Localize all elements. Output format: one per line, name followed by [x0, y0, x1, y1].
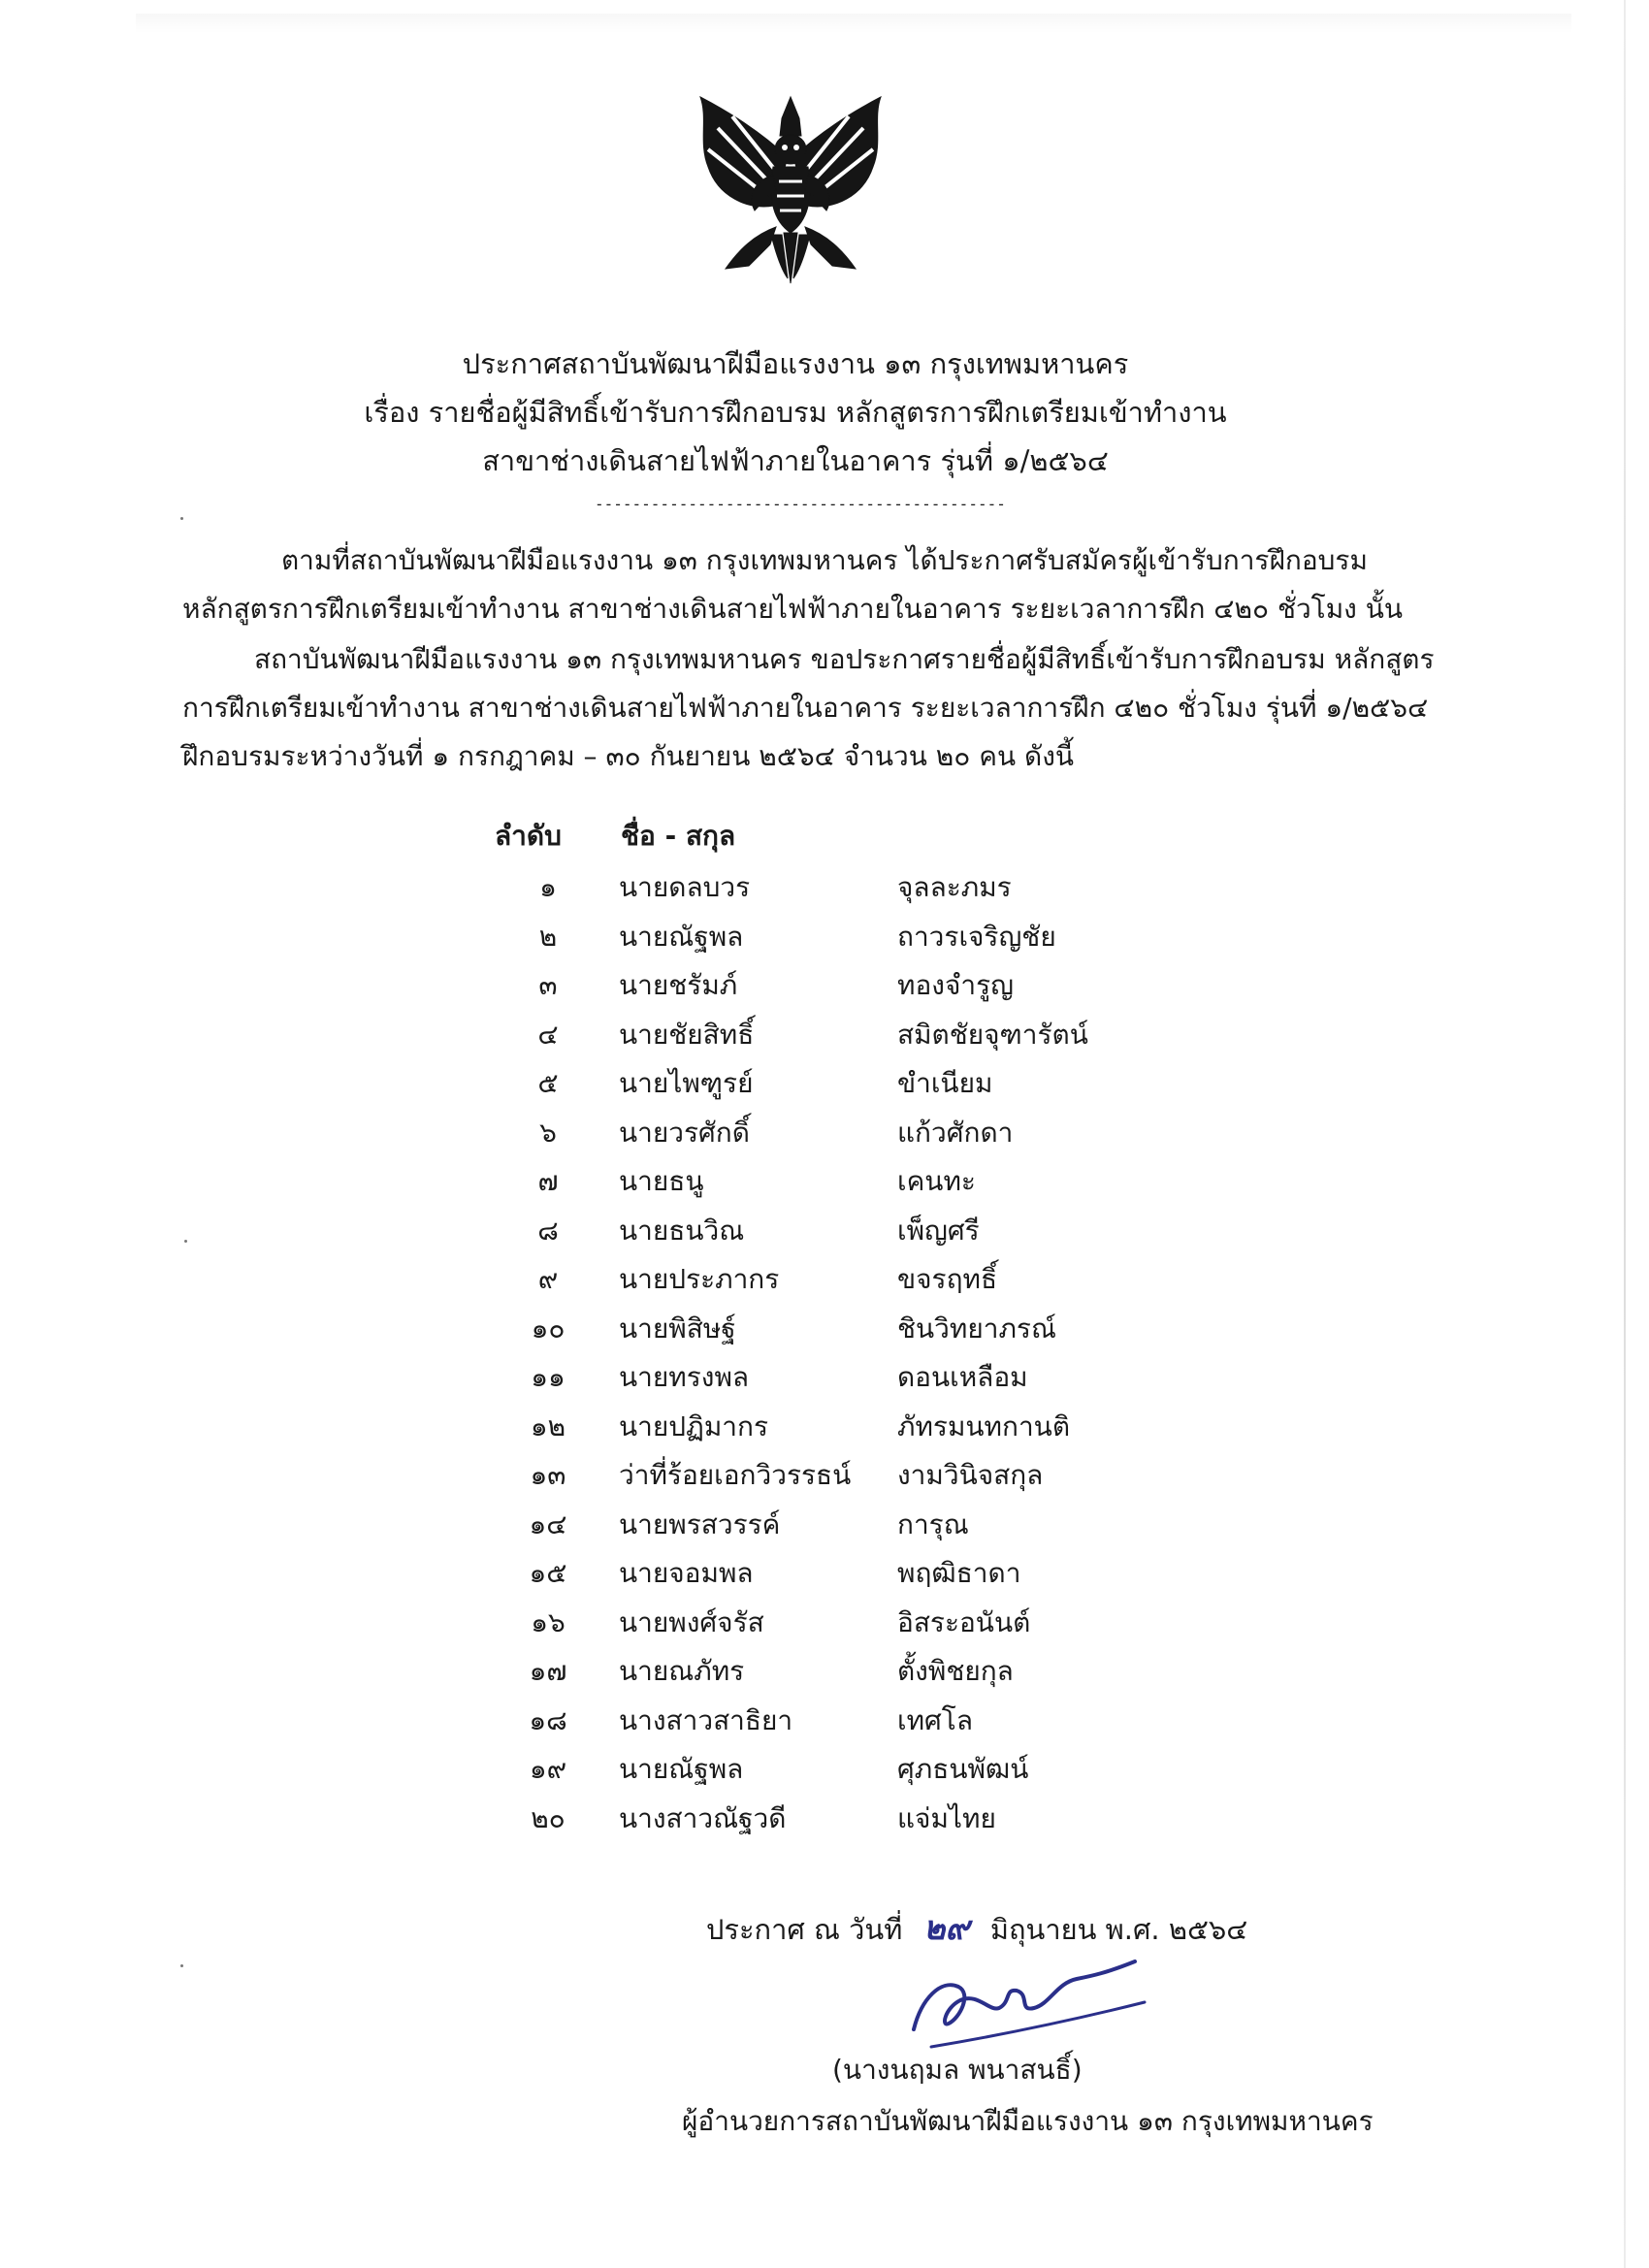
- row-number: ๑๓: [530, 1459, 566, 1491]
- row-last-name: เทศโล: [897, 1703, 973, 1736]
- row-last-name: การุณ: [897, 1507, 969, 1540]
- scan-speck: [180, 517, 183, 520]
- row-number: ๑๑: [531, 1361, 566, 1393]
- list-item: [0, 1353, 1649, 1403]
- list-item: [0, 1697, 1649, 1746]
- row-number: ๑: [539, 871, 557, 903]
- row-first-name: นายณภัทร: [619, 1655, 745, 1687]
- row-last-name: ขำเนียม: [897, 1067, 993, 1099]
- list-item: [0, 1157, 1649, 1207]
- scan-speck: [184, 1240, 187, 1243]
- list-item: [0, 863, 1649, 913]
- list-item: [0, 1059, 1649, 1109]
- row-first-name: นายพงศ์จรัส: [619, 1605, 764, 1638]
- list-item: [0, 1647, 1649, 1697]
- row-first-name: นายทรงพล: [619, 1361, 750, 1393]
- row-last-name: เคนทะ: [897, 1165, 976, 1197]
- row-first-name: นางสาวสาธิยา: [619, 1703, 793, 1736]
- row-first-name: นายธนวิณ: [619, 1214, 745, 1247]
- column-header-number: ลำดับ: [495, 820, 562, 852]
- row-number: ๕: [537, 1067, 559, 1099]
- announcement-subject-cont: สาขาช่างเดินสายไฟฟ้าภายในอาคาร รุ่นที่ ๑/๒๕๖๔: [482, 444, 1109, 477]
- row-last-name: งามวินิจสกุล: [897, 1459, 1044, 1491]
- row-last-name: ดอนเหลือม: [897, 1361, 1028, 1393]
- row-first-name: นายไพฑูรย์: [619, 1067, 754, 1099]
- row-number: ๗: [537, 1165, 559, 1197]
- row-last-name: ภัทรมนทกานติ: [897, 1409, 1071, 1442]
- row-first-name: นายพิสิษฐ์: [619, 1312, 736, 1345]
- separator-line: --------------------------------------------: [595, 495, 1006, 513]
- list-item: [0, 1451, 1649, 1501]
- row-first-name: นายณัฐพล: [619, 920, 744, 953]
- row-number: ๑๖: [531, 1605, 566, 1638]
- announcement-subject: เรื่อง รายชื่อผู้มีสิทธิ์เข้ารับการฝึกอบรม หลักสูตรการฝึกเตรียมเข้าทำงาน: [364, 396, 1227, 429]
- list-item: [0, 961, 1649, 1011]
- date-prefix: ประกาศ ณ วันที่: [706, 1913, 903, 1946]
- list-item: [0, 1501, 1649, 1550]
- row-first-name: ว่าที่ร้อยเอกวิวรรธน์: [619, 1459, 852, 1491]
- row-last-name: ถาวรเจริญชัย: [897, 920, 1056, 953]
- column-header-name: ชื่อ - สกุล: [621, 820, 736, 852]
- row-first-name: นางสาวณัฐวดี: [619, 1801, 787, 1834]
- list-item: [0, 1305, 1649, 1354]
- body-paragraph-2-cont: การฝึกเตรียมเข้าทำงาน สาขาช่างเดินสายไฟฟ้าภายในอาคาร ระยะเวลาการฝึก ๔๒๐ ชั่วโมง รุ่นที่ ๑/๒๕๖๔: [182, 692, 1429, 724]
- row-first-name: นายณัฐพล: [619, 1753, 744, 1785]
- row-last-name: ขจรฤทธิ์: [897, 1263, 998, 1295]
- row-last-name: แจ่มไทย: [897, 1801, 996, 1834]
- list-item: [0, 1011, 1649, 1060]
- row-number: ๑๗: [529, 1655, 567, 1687]
- row-number: ๑๐: [531, 1312, 566, 1345]
- row-number: ๑๕: [529, 1557, 567, 1589]
- garuda-emblem-icon: [679, 89, 902, 298]
- announcement-title: ประกาศสถาบันพัฒนาฝีมือแรงงาน ๑๓ กรุงเทพมหานคร: [462, 347, 1129, 380]
- row-first-name: นายชรัมภ์: [619, 969, 738, 1001]
- row-number: ๙: [537, 1263, 559, 1295]
- scan-speck: [180, 1964, 183, 1967]
- roster-list: [0, 863, 1649, 1843]
- list-item: [0, 1207, 1649, 1256]
- list-item: [0, 1549, 1649, 1599]
- signer-name: (นางนฤมล พนาสนธิ์): [832, 2054, 1083, 2086]
- row-number: ๑๔: [529, 1507, 567, 1540]
- row-first-name: นายดลบวร: [619, 871, 751, 903]
- row-first-name: นายชัยสิทธิ์: [619, 1018, 755, 1051]
- body-paragraph-1-cont: หลักสูตรการฝึกเตรียมเข้าทำงาน สาขาช่างเดินสายไฟฟ้าภายในอาคาร ระยะเวลาการฝึก ๔๒๐ ชั่วโมง นั้น: [182, 593, 1404, 625]
- row-number: ๒: [538, 920, 558, 953]
- row-last-name: พฤฒิธาดา: [897, 1557, 1021, 1589]
- list-item: [0, 1599, 1649, 1648]
- row-number: ๑๙: [529, 1753, 567, 1785]
- list-item: [0, 1795, 1649, 1844]
- row-last-name: ชินวิทยาภรณ์: [897, 1312, 1056, 1345]
- row-last-name: ตั้งพิชยกุล: [897, 1655, 1014, 1687]
- row-first-name: นายปฏิมากร: [619, 1409, 769, 1442]
- body-paragraph-1: ตามที่สถาบันพัฒนาฝีมือแรงงาน ๑๓ กรุงเทพมหานคร ได้ประกาศรับสมัครผู้เข้ารับการฝึกอบรม: [281, 544, 1368, 576]
- row-number: ๒๐: [531, 1801, 566, 1834]
- list-item: [0, 1745, 1649, 1795]
- list-item: [0, 1255, 1649, 1305]
- scan-shadow: [136, 14, 1571, 33]
- row-first-name: นายธนู: [619, 1165, 704, 1197]
- row-number: ๔: [537, 1018, 559, 1051]
- handwritten-day: ๒๙: [922, 1909, 970, 1948]
- date-suffix: มิถุนายน พ.ศ. ๒๕๖๔: [989, 1913, 1248, 1946]
- row-last-name: สมิตชัยจุฑารัตน์: [897, 1018, 1088, 1051]
- row-last-name: จุลละภมร: [897, 871, 1012, 903]
- row-number: ๑๒: [530, 1409, 566, 1442]
- row-last-name: อิสระอนันต์: [897, 1605, 1031, 1638]
- row-first-name: นายจอมพล: [619, 1557, 754, 1589]
- list-item: [0, 913, 1649, 962]
- handwritten-signature: [902, 1940, 1154, 2057]
- row-first-name: นายประภากร: [619, 1263, 780, 1295]
- row-number: ๑๘: [529, 1703, 567, 1736]
- row-number: ๓: [538, 969, 558, 1001]
- row-first-name: นายวรศักดิ์: [619, 1116, 750, 1149]
- row-last-name: ทองจำรูญ: [897, 969, 1014, 1001]
- body-paragraph-2-end: ฝึกอบรมระหว่างวันที่ ๑ กรกฎาคม – ๓๐ กันยายน ๒๕๖๔ จำนวน ๒๐ คน ดังนี้: [182, 740, 1075, 772]
- signer-position: ผู้อำนวยการสถาบันพัฒนาฝีมือแรงงาน ๑๓ กรุงเทพมหานคร: [682, 2105, 1374, 2137]
- list-item: [0, 1109, 1649, 1158]
- row-number: ๘: [537, 1214, 559, 1247]
- row-last-name: ศุภธนพัฒน์: [897, 1753, 1029, 1785]
- row-first-name: นายพรสวรรค์: [619, 1507, 781, 1540]
- body-paragraph-2: สถาบันพัฒนาฝีมือแรงงาน ๑๓ กรุงเทพมหานคร ขอประกาศรายชื่อผู้มีสิทธิ์เข้ารับการฝึกอบรม หลักสูตร: [254, 643, 1435, 675]
- row-last-name: แก้วศักดา: [897, 1116, 1014, 1149]
- list-item: [0, 1403, 1649, 1452]
- row-number: ๖: [539, 1116, 557, 1149]
- row-last-name: เพ็ญศรี: [897, 1214, 980, 1247]
